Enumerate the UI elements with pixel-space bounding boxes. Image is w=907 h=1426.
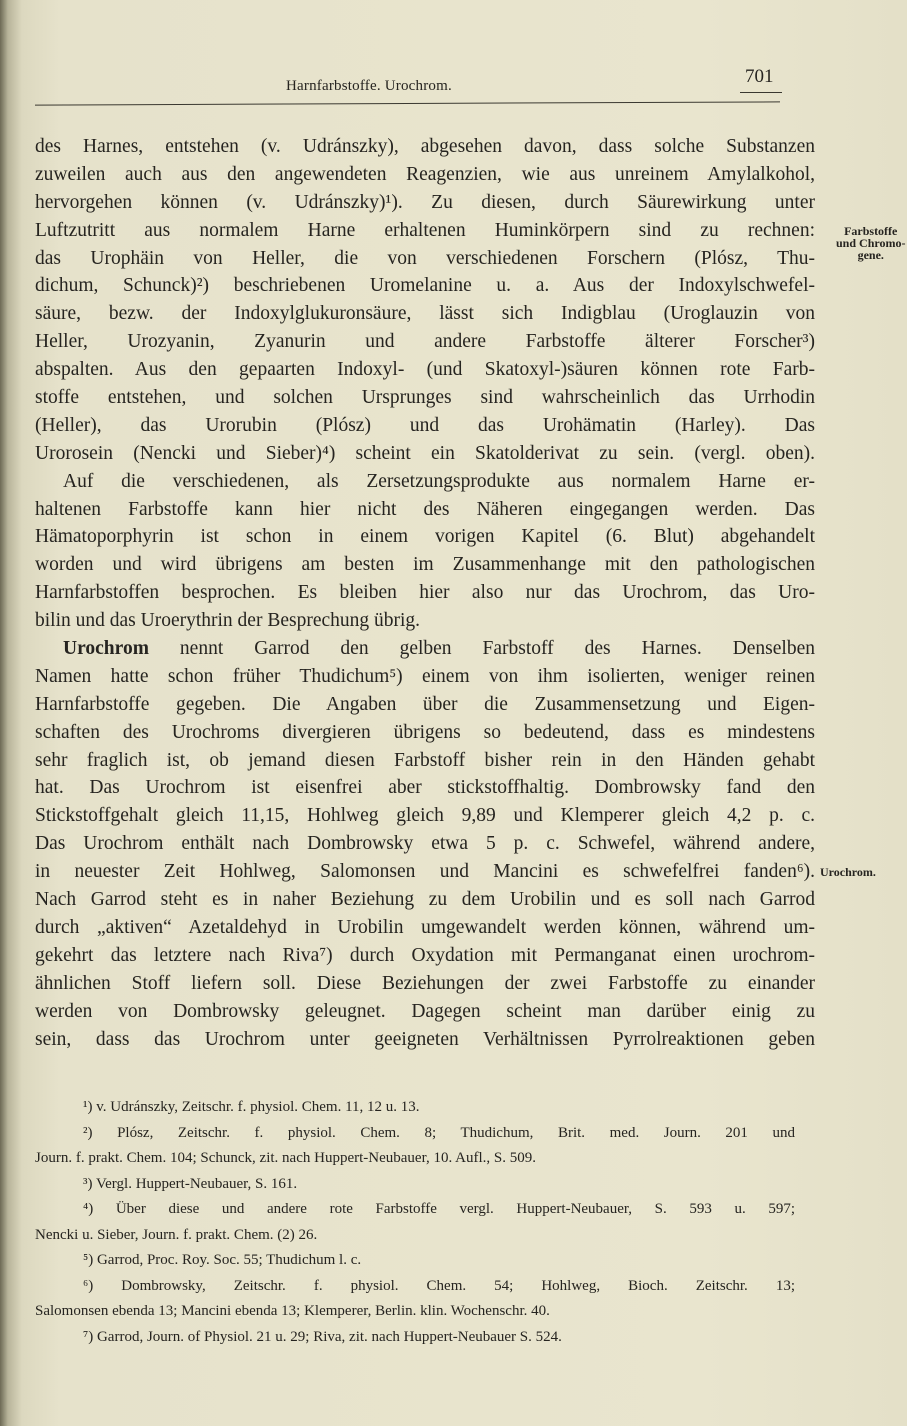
footnote-line: ²) Plósz, Zeitschr. f. physiol. Chem. 8; Thudichum, Brit. med. Journ. 201 und — [83, 1124, 795, 1141]
body-line: Das Urochrom enthält nach Dombrowsky etwa 5 p. c. Schwefel, während andere, — [35, 833, 815, 855]
body-line: Namen hatte schon früher Thudichum⁵) einem von ihm isolierten, weniger reinen — [35, 665, 815, 687]
body-line: Stickstoffgehalt gleich 11,15, Hohlweg gleich 9,89 und Klemperer gleich 4,2 p. c. — [35, 805, 815, 827]
body-line: haltenen Farbstoffe kann hier nicht des Näheren eingegangen werden. Das — [35, 498, 815, 520]
body-line: des Harnes, entstehen (v. Udránszky), abgesehen davon, dass solche Substanzen — [35, 136, 815, 157]
footnote-line: ⁵) Garrod, Proc. Roy. Soc. 55; Thudichum l. c. — [83, 1252, 362, 1268]
page-number: 701 — [745, 66, 774, 87]
margin-note-line: und Chromo- — [836, 236, 906, 250]
body-line: hervorgehen können (v. Udránszky)¹). Zu diesen, durch Säurewirkung unter — [35, 191, 815, 213]
body-line: Harnfarbstoffen besprochen. Es bleiben hier also nur das Urochrom, das Uro- — [35, 582, 815, 604]
body-line: sein, dass das Urochrom unter geeigneten Verhältnissen Pyrrolreaktionen geben — [35, 1028, 815, 1050]
body-line: dichum, Schunck)²) beschriebenen Uromelanine u. a. Aus der Indoxylschwefel- — [35, 275, 815, 297]
footnote-line: Nencki u. Sieber, Journ. f. prakt. Chem. (2) 26. — [35, 1226, 318, 1243]
footnote-line: Salomonsen ebenda 13; Mancini ebenda 13; Klemperer, Berlin. klin. Wochenschr. 40. — [35, 1303, 550, 1319]
footnote-line: Journ. f. prakt. Chem. 104; Schunck, zit. nach Huppert-Neubauer, 10. Aufl., S. 509. — [35, 1150, 536, 1166]
body-line: hat. Das Urochrom ist eisenfrei aber stickstoffhaltig. Dombrowsky fand den — [35, 777, 815, 799]
body-line: schaften des Urochroms divergieren übrigens so bedeutend, dass es mindestens — [35, 721, 815, 743]
body-line: in neuester Zeit Hohlweg, Salomonsen und Mancini es schwefelfrei fanden⁶). — [35, 861, 815, 883]
running-title: Harnfarbstoffe. Urochrom. — [286, 78, 452, 94]
header-rule — [35, 101, 780, 105]
body-line: Hämatoporphyrin ist schon in einem vorigen Kapitel (6. Blut) abgehandelt — [35, 526, 815, 548]
margin-note-line: Farbstoffe — [844, 224, 898, 238]
body-line: Nach Garrod steht es in naher Beziehung zu dem Urobilin und es soll nach Garrod — [35, 889, 815, 911]
body-line: (Heller), das Urorubin (Plósz) und das Urohämatin (Harley). Das — [35, 414, 815, 436]
section-heading-urochrom: Urochrom — [63, 638, 149, 660]
body-line: durch „aktiven“ Azetaldehyd in Urobilin umgewandelt werden können, während um- — [35, 916, 815, 938]
body-line: das Urophäin von Heller, die von verschiedenen Forschern (Plósz, Thu- — [35, 247, 815, 269]
body-line: werden von Dombrowsky geleugnet. Dagegen scheint man darüber einig zu — [35, 1000, 815, 1022]
body-text — [35, 133, 815, 1053]
footnote-line: ¹) v. Udránszky, Zeitschr. f. physiol. Chem. 11, 12 u. 13. — [83, 1099, 420, 1115]
body-line: ähnlichen Stoff liefern soll. Diese Beziehungen der zwei Farbstoffe zu einander — [35, 972, 815, 994]
footnotes — [35, 1095, 795, 1350]
footnote-line: ⁶) Dombrowsky, Zeitschr. f. physiol. Chem. 54; Hohlweg, Bioch. Zeitschr. 13; — [83, 1277, 795, 1294]
body-line: säure, bezw. der Indoxylglukuronsäure, lässt sich Indigblau (Uroglauzin von — [35, 303, 815, 325]
margin-note-urochrom: Urochrom. — [820, 865, 876, 879]
body-line: zuweilen auch aus den angewendeten Reagenzien, wie aus unreinem Amylalkohol, — [35, 163, 815, 185]
section-start-line — [35, 635, 815, 663]
body-line: worden und wird übrigens am besten im Zusammenhange mit den pathologischen — [35, 554, 815, 576]
body-line: Urorosein (Nencki und Sieber)⁴) scheint ein Skatolderivat zu sein. (vergl. oben). — [35, 442, 815, 464]
body-line: Harnfarbstoffe gegeben. Die Angaben über die Zusammensetzung und Eigen- — [35, 693, 815, 715]
footnote-line: ³) Vergl. Huppert-Neubauer, S. 161. — [83, 1175, 298, 1192]
body-line: sehr fraglich ist, ob jemand diesen Farbstoff bisher rein in den Händen gehabt — [35, 749, 815, 771]
margin-note-farbstoffe — [836, 225, 905, 261]
body-line: Luftzutritt aus normalem Harne erhaltenen Huminkörpern sind zu rechnen: — [35, 219, 815, 241]
footnote-line: ⁴) Über diese und andere rote Farbstoffe vergl. Huppert-Neubauer, S. 593 u. 597; — [83, 1201, 795, 1217]
body-line: stoffe entstehen, und solchen Ursprunges sind wahrscheinlich das Urrhodin — [35, 387, 815, 409]
section-start-text: nennt Garrod den gelben Farbstoff des Harnes. Denselben — [179, 638, 815, 660]
body-line: Auf die verschiedenen, als Zersetzungsprodukte aus normalem Harne er- — [63, 470, 815, 492]
body-line: gekehrt das letztere nach Riva⁷) durch Oxydation mit Permanganat einen urochrom- — [35, 944, 815, 966]
page-number-rule — [740, 92, 782, 93]
margin-note-line: gene. — [857, 248, 884, 262]
footnote-line: ⁷) Garrod, Journ. of Physiol. 21 u. 29; Riva, zit. nach Huppert-Neubauer S. 524. — [83, 1328, 562, 1345]
body-line: bilin und das Uroerythrin der Besprechung übrig. — [35, 610, 421, 632]
body-line: abspalten. Aus den gepaarten Indoxyl- (und Skatoxyl-)säuren können rote Farb- — [35, 359, 815, 381]
body-line: Heller, Urozyanin, Zyanurin und andere Farbstoffe älterer Forscher³) — [35, 331, 815, 353]
